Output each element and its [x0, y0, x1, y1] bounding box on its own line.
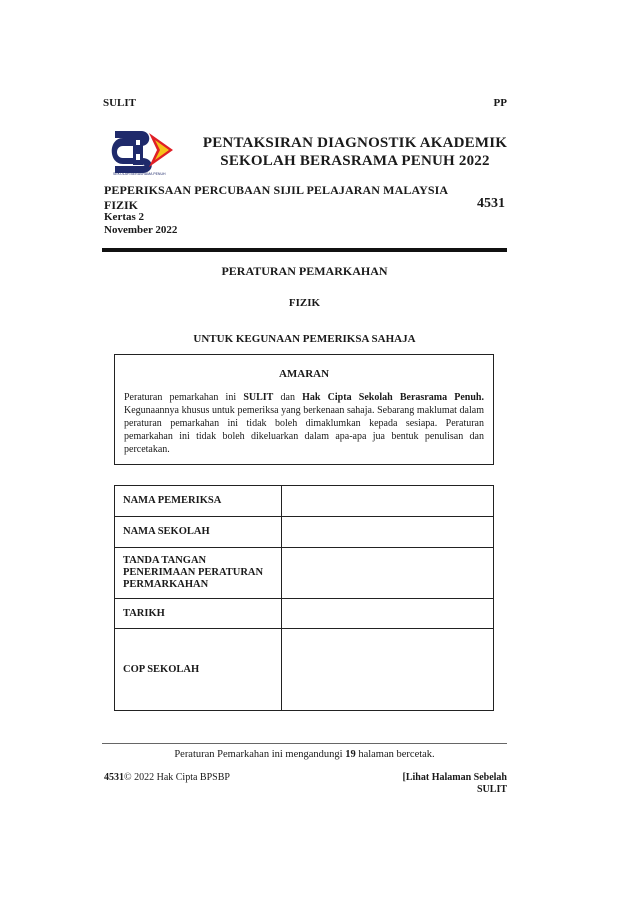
footer-classification: SULIT — [476, 784, 507, 795]
exam-subject: FIZIK — [104, 198, 139, 212]
warning-title: AMARAN — [278, 368, 330, 380]
logo-text: SEKOLAH BERASRAMA PENUH — [113, 172, 166, 176]
table-row — [115, 548, 494, 599]
table-row — [115, 486, 494, 517]
form-field-examiner-name[interactable] — [282, 486, 494, 517]
sbp-logo — [111, 128, 179, 176]
exam-paper: Kertas 2 — [104, 211, 145, 223]
next-page-note: [Lihat Halaman Sebelah — [402, 772, 507, 783]
document-title — [190, 134, 520, 170]
table-row — [115, 629, 494, 711]
warning-text-part: Kegunaannya khusus untuk pemeriksa yang berkenaan sahaja. Sebarang maklumat dalam peraturan pemarkahan ini tidak boleh dimaklumkan kepada sesiapa. Peraturan pemarkahan ini tidak boleh dikeluarkan dalam apa-apa jua bentuk penulisan dan percetakan. — [124, 405, 484, 455]
table-row — [115, 517, 494, 548]
footer-code: 4531 — [104, 772, 124, 783]
warning-text-bold: Hak Cipta Sekolah Berasrama Penuh. — [302, 392, 484, 403]
divider — [102, 248, 507, 252]
page-count-number: 19 — [345, 749, 356, 760]
form-label: TANDA TANGAN PENERIMAAN PERATURAN PERMARKAHAN — [115, 548, 282, 599]
footer-copyright — [104, 772, 230, 783]
form-label: COP SEKOLAH — [115, 629, 282, 711]
form-field-date[interactable] — [282, 599, 494, 629]
title-line-2: SEKOLAH BERASRAMA PENUH 2022 — [220, 153, 490, 169]
marking-scheme-subject: FIZIK — [288, 297, 321, 309]
table-row — [115, 599, 494, 629]
exam-code: 4531 — [477, 196, 505, 211]
copyright-text: © 2022 Hak Cipta BPSBP — [124, 772, 230, 783]
title-line-1: PENTAKSIRAN DIAGNOSTIK AKADEMIK — [202, 135, 508, 151]
warning-text-part: Peraturan pemarkahan ini — [124, 392, 244, 403]
page-count-text: halaman bercetak. — [355, 749, 435, 760]
header-code: PP — [493, 97, 507, 109]
exam-date: November 2022 — [104, 224, 178, 236]
footer-divider — [102, 743, 507, 744]
form-field-school-stamp[interactable] — [282, 629, 494, 711]
examiner-form-table — [114, 485, 494, 711]
warning-text-bold: SULIT — [243, 392, 274, 403]
warning-box — [114, 354, 494, 465]
exam-name: PEPERIKSAAN PERCUBAAN SIJIL PELAJARAN MALAYSIA — [104, 183, 449, 197]
form-label: NAMA SEKOLAH — [115, 517, 282, 548]
header-classification: SULIT — [103, 97, 137, 109]
form-field-signature[interactable] — [282, 548, 494, 599]
form-label: NAMA PEMERIKSA — [115, 486, 282, 517]
usage-notice: UNTUK KEGUNAAN PEMERIKSA SAHAJA — [193, 333, 416, 345]
page-count-note — [102, 749, 507, 760]
page-count-text: Peraturan Pemarkahan ini mengandungi — [174, 749, 346, 760]
warning-text-part: dan — [273, 392, 303, 403]
form-field-school-name[interactable] — [282, 517, 494, 548]
warning-text — [124, 391, 484, 456]
marking-scheme-title: PERATURAN PEMARKAHAN — [221, 264, 388, 278]
form-label: TARIKH — [115, 599, 282, 629]
